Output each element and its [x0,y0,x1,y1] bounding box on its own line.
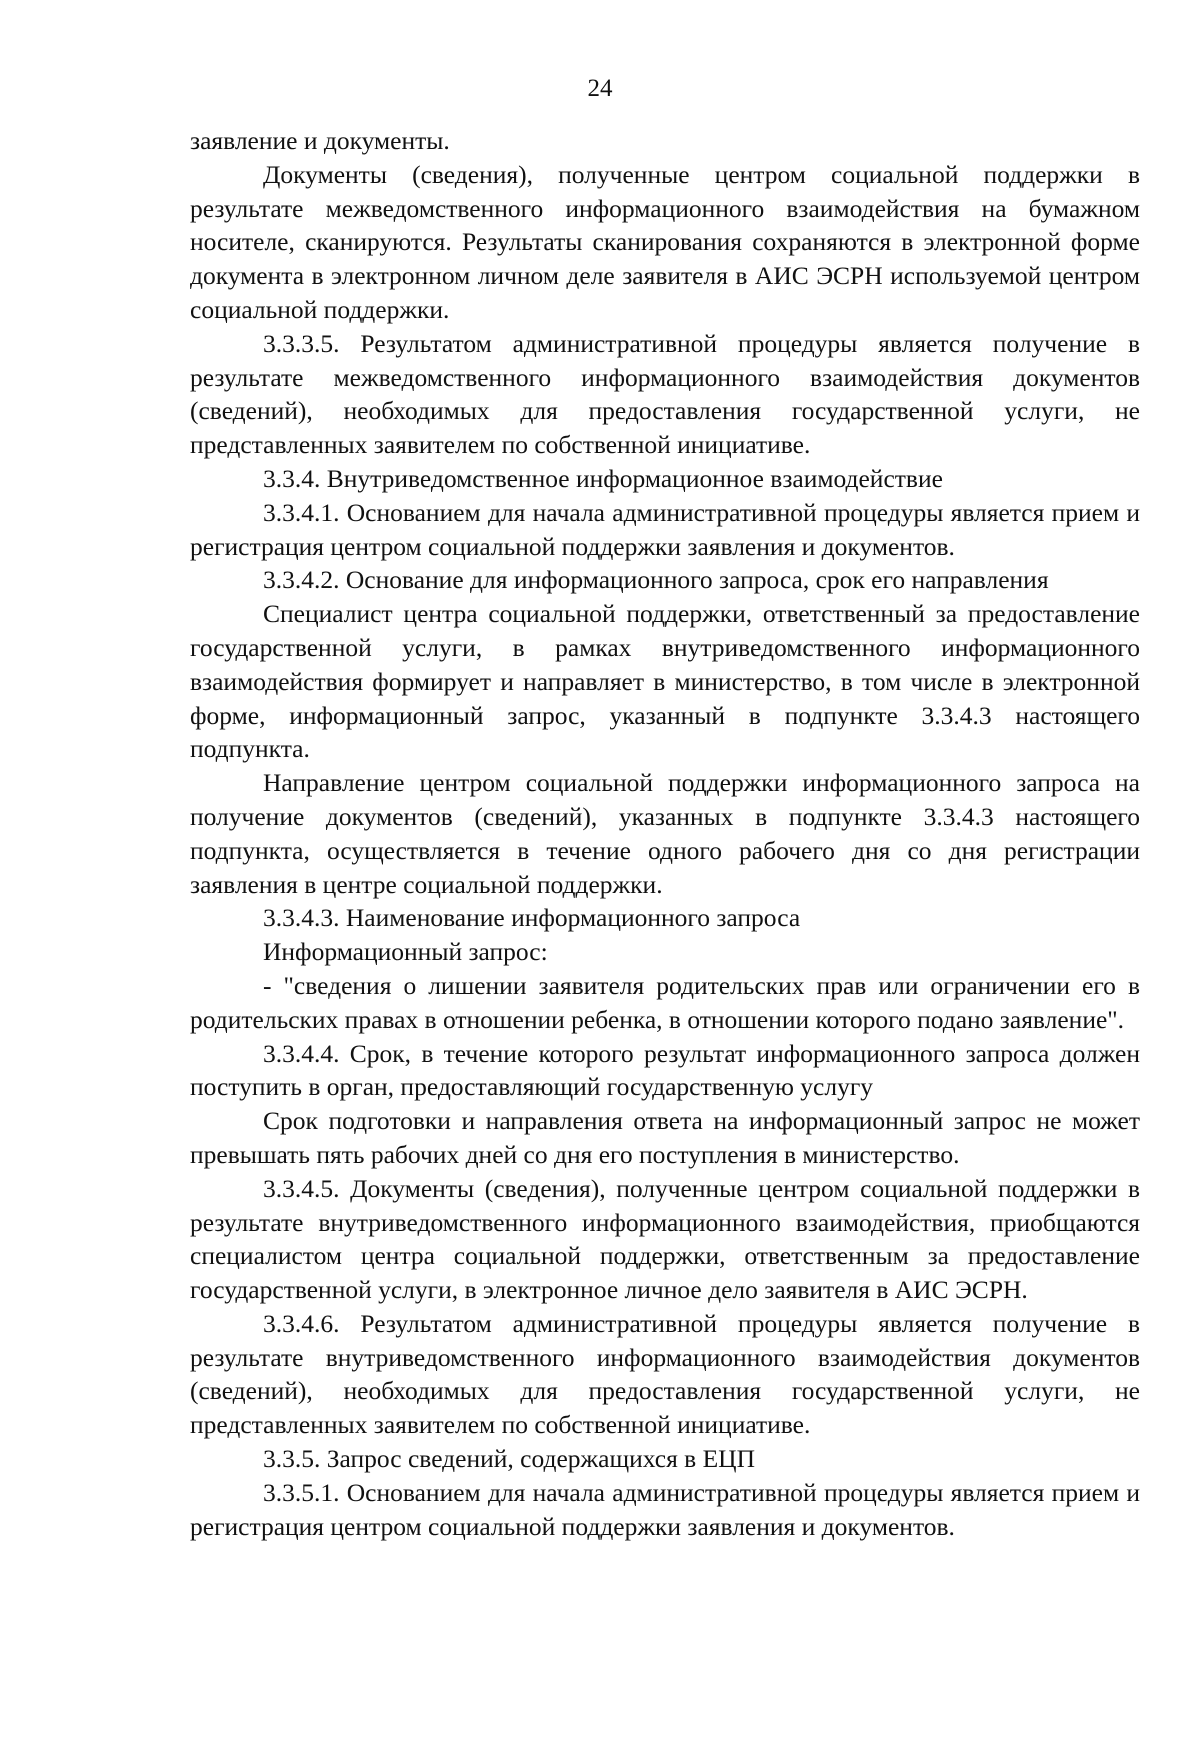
paragraph: Информационный запрос: [263,937,548,967]
paragraph: 3.3.4.4. Срок, в течение которого результат информационного запроса должен поступить в орган, предоставляющий государственную услугу [190,1038,1140,1102]
paragraph: 3.3.3.5. Результатом административной процедуры является получение в результате межведомственного информационного взаимодействия документов (сведений), необходимых для предоставления государственной услуги, не представленных заявителем по собственной инициативе. [190,328,1140,460]
paragraph: - "сведения о лишении заявителя родительских прав или ограничении его в родительских правах в отношении ребенка, в отношении которого подано заявление". [190,970,1140,1034]
paragraph: 3.3.4.2. Основание для информационного запроса, срок его направления [263,565,1049,595]
paragraph: 3.3.4.6. Результатом административной процедуры является получение в результате внутриведомственного информационного взаимодействия документов (сведений), необходимых для предоставления государственной услуги, не представленных заявителем по собственной инициативе. [190,1308,1140,1440]
paragraph: 3.3.4.1. Основанием для начала административной процедуры является прием и регистрация центром социальной поддержки заявления и документов. [190,497,1140,561]
paragraph: Направление центром социальной поддержки информационного запроса на получение документов (сведений), указанных в подпункте 3.3.4.3 настоящего подпункта, осуществляется в течение одного рабочего дня со дня регистрации заявления в центре социальной поддержки. [190,768,1140,899]
page-number: 24 [587,75,613,102]
paragraph: 3.3.5.1. Основанием для начала административной процедуры является прием и регистрация центром социальной поддержки заявления и документов. [190,1477,1140,1541]
paragraph: заявление и документы. [190,126,450,155]
paragraph: 3.3.4.3. Наименование информационного запроса [263,903,801,933]
paragraph: 3.3.4.5. Документы (сведения), полученные центром социальной поддержки в результате внутриведомственного информационного взаимодействия, приобщаются специалистом центра социальной поддержки, ответственным за предоставление государственной услуги, в электронное личное дело заявителя в АИС ЭСРН. [190,1173,1140,1305]
paragraph: 3.3.4. Внутриведомственное информационное взаимодействие [263,463,943,493]
paragraph: Срок подготовки и направления ответа на информационный запрос не может превышать пять рабочих дней со дня его поступления в министерство. [190,1106,1140,1169]
document-body [190,124,1140,1543]
paragraph: 3.3.5. Запрос сведений, содержащихся в ЕЦП [263,1444,756,1474]
paragraph: Специалист центра социальной поддержки, ответственный за предоставление государственной услуги, в рамках внутриведомственного информационного взаимодействия формирует и направляет в министерство, в том числе в электронной форме, информационный запрос, указанный в подпункте 3.3.4.3 настоящего подпункта. [190,599,1140,764]
paragraph: Документы (сведения), полученные центром социальной поддержки в результате межведомственного информационного взаимодействия на бумажном носителе, сканируются. Результаты сканирования сохраняются в электронной форме документа в электронном личном деле заявителя в АИС ЭСРН используемой центром социальной поддержки. [190,159,1140,324]
